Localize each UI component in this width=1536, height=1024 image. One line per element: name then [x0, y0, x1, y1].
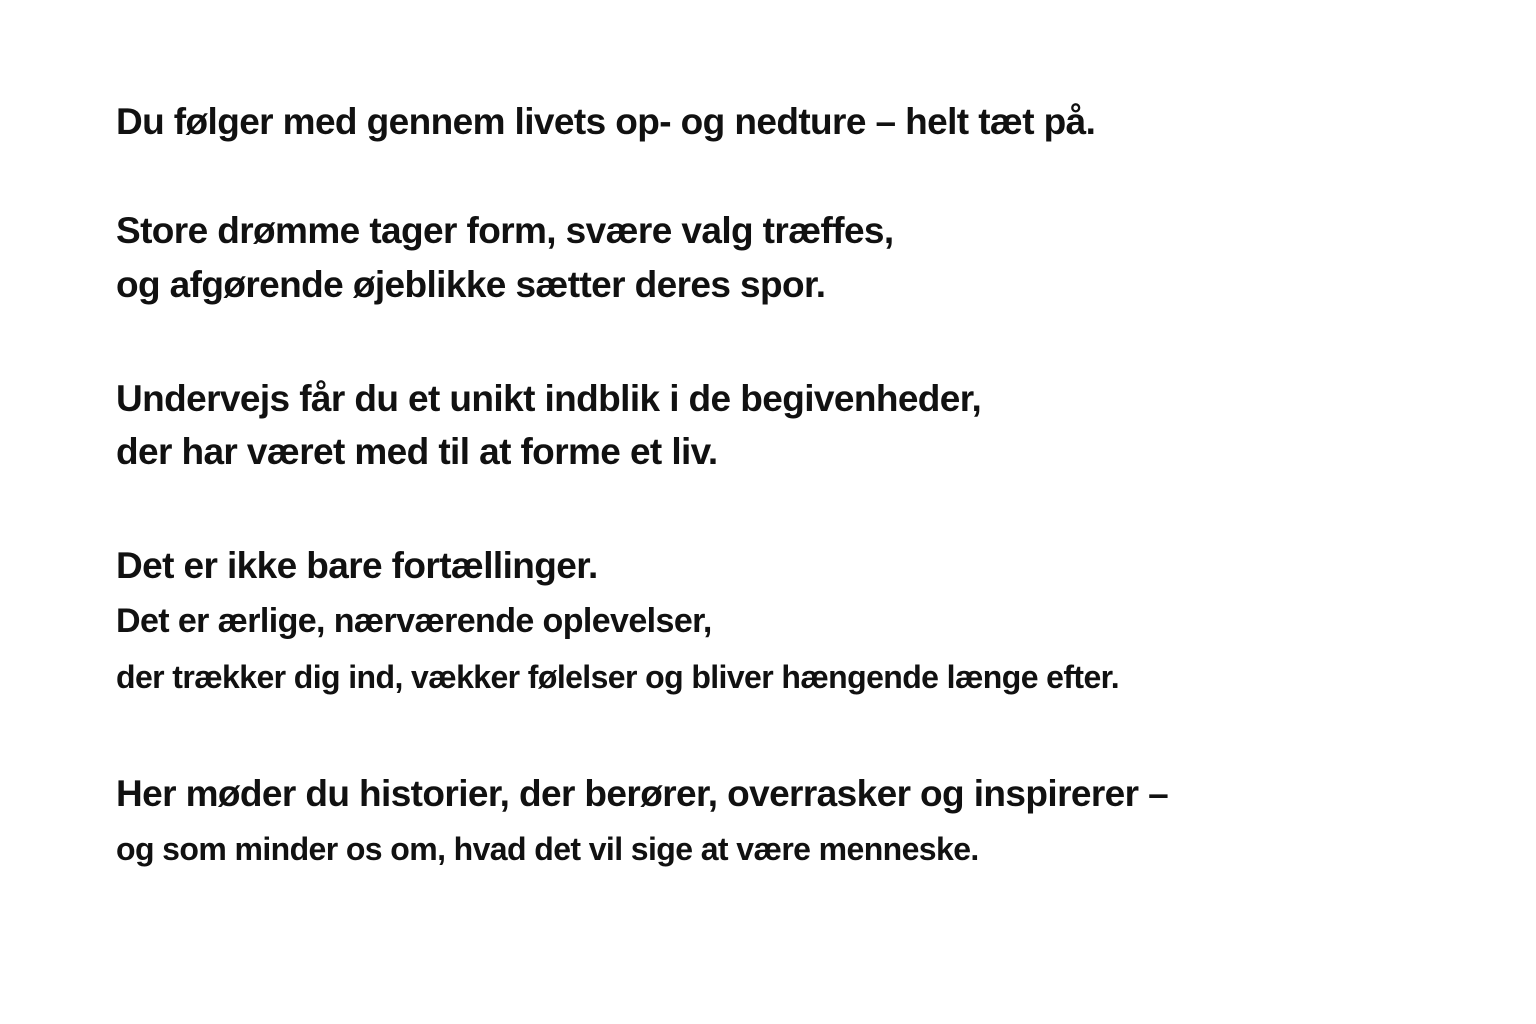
paragraph-line: der har været med til at forme et liv.: [116, 431, 718, 472]
paragraph-line: Du følger med gennem livets op- og nedture – helt tæt på.: [116, 101, 1096, 142]
paragraph-line: Her møder du historier, der berører, overrasker og inspirerer –: [116, 773, 1169, 814]
paragraph-line: Det er ikke bare fortællinger.: [116, 545, 598, 586]
paragraph-line: Undervejs får du et unikt indblik i de begivenheder,: [116, 378, 982, 419]
paragraph-line: Store drømme tager form, svære valg træffes,: [116, 210, 894, 251]
paragraph-line: Det er ærlige, nærværende oplevelser,: [116, 602, 712, 640]
paragraph-line: og som minder os om, hvad det vil sige at være menneske.: [116, 831, 979, 867]
paragraph-line: der trækker dig ind, vækker følelser og bliver hængende længe efter.: [116, 659, 1120, 695]
paragraph-line: og afgørende øjeblikke sætter deres spor.: [116, 264, 826, 305]
